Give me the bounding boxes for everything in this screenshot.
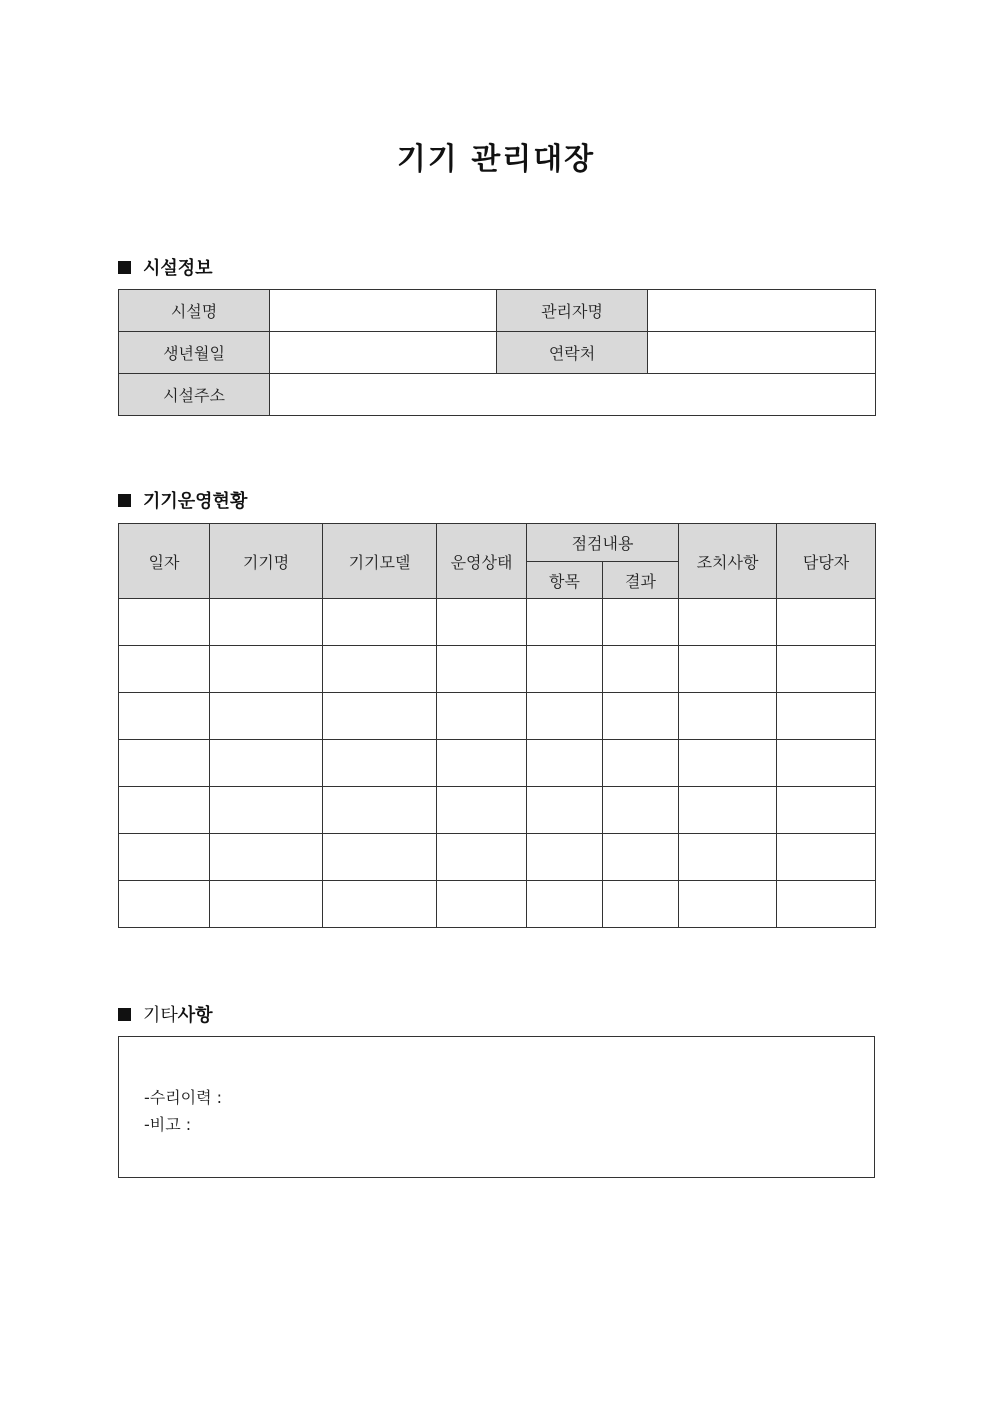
table-cell[interactable] [679, 693, 777, 740]
table-cell[interactable] [679, 646, 777, 693]
table-row [119, 740, 876, 787]
table-cell[interactable] [210, 693, 323, 740]
table-row [119, 290, 876, 332]
table-cell[interactable] [119, 646, 210, 693]
table-cell[interactable] [679, 599, 777, 646]
table-cell[interactable] [210, 646, 323, 693]
square-bullet-icon [118, 261, 131, 274]
table-cell[interactable] [603, 834, 679, 881]
table-row [119, 374, 876, 416]
table-row [119, 693, 876, 740]
table-cell[interactable] [777, 740, 876, 787]
facility-name-field[interactable] [270, 290, 497, 332]
table-header-row [119, 524, 876, 562]
facility-address-label: 시설주소 [119, 374, 270, 416]
column-header-operation-status: 운영상태 [437, 524, 527, 599]
facility-address-field[interactable] [270, 374, 876, 416]
table-cell[interactable] [603, 740, 679, 787]
notes-section-heading [118, 1001, 213, 1027]
document-title: 기기 관리대장 [396, 142, 596, 177]
table-row [119, 646, 876, 693]
table-row [119, 787, 876, 834]
table-cell[interactable] [323, 693, 437, 740]
table-cell[interactable] [527, 599, 603, 646]
table-cell[interactable] [437, 834, 527, 881]
facility-name-label: 시설명 [119, 290, 270, 332]
table-cell[interactable] [323, 881, 437, 928]
table-cell[interactable] [119, 787, 210, 834]
table-row [119, 881, 876, 928]
table-cell[interactable] [679, 834, 777, 881]
notes-section-title-prefix: 기타 [143, 1005, 178, 1026]
table-cell[interactable] [119, 881, 210, 928]
table-cell[interactable] [603, 787, 679, 834]
table-cell[interactable] [777, 693, 876, 740]
table-cell[interactable] [527, 646, 603, 693]
table-cell[interactable] [777, 599, 876, 646]
table-cell[interactable] [603, 646, 679, 693]
column-header-device-name: 기기명 [210, 524, 323, 599]
table-cell[interactable] [323, 787, 437, 834]
table-cell[interactable] [437, 740, 527, 787]
column-header-date: 일자 [119, 524, 210, 599]
table-cell[interactable] [437, 646, 527, 693]
table-cell[interactable] [323, 740, 437, 787]
table-cell[interactable] [527, 693, 603, 740]
table-row [119, 599, 876, 646]
device-operation-table [118, 523, 876, 928]
facility-section-heading [118, 254, 213, 280]
contact-label: 연락처 [497, 332, 648, 374]
table-cell[interactable] [679, 881, 777, 928]
table-cell[interactable] [323, 834, 437, 881]
table-cell[interactable] [777, 834, 876, 881]
birth-date-label: 생년월일 [119, 332, 270, 374]
manager-name-field[interactable] [648, 290, 876, 332]
birth-date-field[interactable] [270, 332, 497, 374]
column-header-inspection-result: 결과 [603, 562, 679, 599]
operation-section-heading [118, 487, 247, 513]
table-cell[interactable] [210, 740, 323, 787]
table-cell[interactable] [119, 599, 210, 646]
table-cell[interactable] [437, 599, 527, 646]
column-header-manager: 담당자 [777, 524, 876, 599]
square-bullet-icon [118, 1008, 131, 1021]
table-cell[interactable] [210, 834, 323, 881]
notes-box[interactable] [118, 1036, 875, 1178]
table-row [119, 332, 876, 374]
facility-info-table [118, 289, 876, 416]
column-header-action: 조치사항 [679, 524, 777, 599]
column-header-inspection: 점검내용 [527, 524, 679, 562]
table-cell[interactable] [119, 740, 210, 787]
table-cell[interactable] [777, 881, 876, 928]
notes-section-title-suffix: 사항 [177, 1005, 213, 1026]
table-cell[interactable] [119, 834, 210, 881]
table-cell[interactable] [437, 787, 527, 834]
table-cell[interactable] [603, 599, 679, 646]
table-cell[interactable] [603, 881, 679, 928]
table-cell[interactable] [527, 881, 603, 928]
table-cell[interactable] [437, 881, 527, 928]
table-cell[interactable] [679, 787, 777, 834]
table-cell[interactable] [437, 693, 527, 740]
remarks-label: -비고 : [144, 1115, 192, 1134]
operation-section-title: 기기운영현황 [143, 491, 248, 512]
table-cell[interactable] [210, 787, 323, 834]
table-cell[interactable] [210, 881, 323, 928]
repair-history-label: -수리이력 : [144, 1088, 223, 1107]
column-header-device-model: 기기모델 [323, 524, 437, 599]
table-cell[interactable] [527, 834, 603, 881]
table-cell[interactable] [603, 693, 679, 740]
square-bullet-icon [118, 494, 131, 507]
table-cell[interactable] [119, 693, 210, 740]
column-header-inspection-item: 항목 [527, 562, 603, 599]
manager-name-label: 관리자명 [497, 290, 648, 332]
table-cell[interactable] [323, 646, 437, 693]
table-cell[interactable] [777, 787, 876, 834]
table-cell[interactable] [679, 740, 777, 787]
facility-section-title: 시설정보 [143, 258, 213, 279]
contact-field[interactable] [648, 332, 876, 374]
table-cell[interactable] [323, 599, 437, 646]
table-cell[interactable] [527, 740, 603, 787]
table-cell[interactable] [777, 646, 876, 693]
table-row [119, 834, 876, 881]
table-cell[interactable] [527, 787, 603, 834]
table-cell[interactable] [210, 599, 323, 646]
